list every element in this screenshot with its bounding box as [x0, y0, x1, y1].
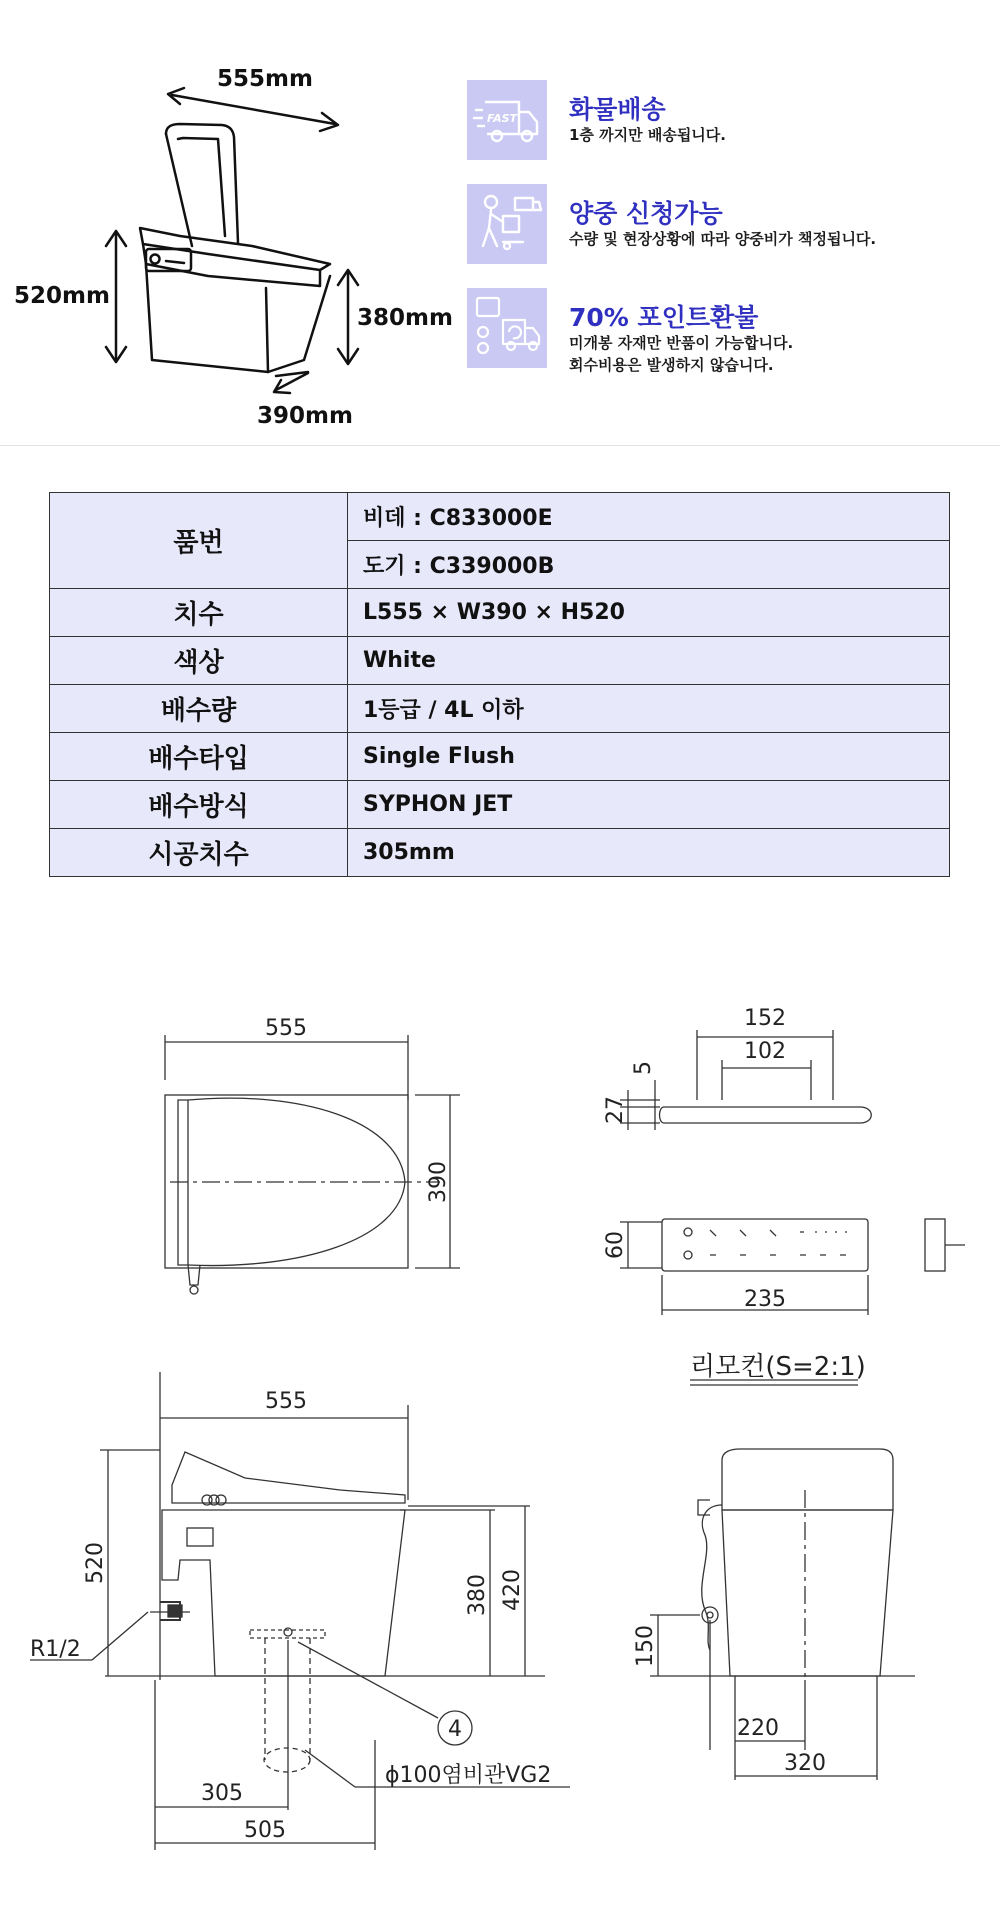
- dim-label: 420: [500, 1569, 525, 1611]
- dim-label: 5: [631, 1061, 656, 1075]
- spec-value: 305mm: [348, 829, 950, 877]
- dim-label: 235: [744, 1287, 786, 1312]
- feature-point-refund: [467, 288, 987, 374]
- svg-text:FAST: FAST: [486, 112, 518, 125]
- spec-value: White: [348, 637, 950, 685]
- feature-desc: 수량 및 현장상황에 따라 양중비가 책정됩니다.: [569, 230, 877, 248]
- spec-label: 색상: [50, 637, 348, 685]
- dim-label: ϕ100염비관VG2: [385, 1763, 552, 1788]
- dim-label: 150: [633, 1625, 658, 1667]
- spec-value: 1등급 / 4L 이하: [348, 685, 950, 733]
- dim-label: 380: [465, 1574, 490, 1616]
- technical-drawing: [0, 960, 1000, 1917]
- dim-label: 152: [744, 1006, 786, 1031]
- spec-value: 도기 : C339000B: [348, 541, 950, 589]
- spec-value: L555 × W390 × H520: [348, 589, 950, 637]
- dim-label: 220: [737, 1716, 779, 1741]
- dim-label: 555: [265, 1016, 307, 1041]
- table-row: [50, 685, 950, 733]
- feature-title: 70% 포인트환불: [569, 303, 759, 332]
- fast-truck-icon: [467, 80, 547, 160]
- dim-label: R1/2: [30, 1637, 81, 1662]
- section-divider: [0, 445, 1000, 446]
- width-dimension-label: 555mm: [217, 66, 313, 92]
- spec-label: 배수방식: [50, 781, 348, 829]
- feature-lifting-service: [467, 184, 987, 264]
- spec-value: SYPHON JET: [348, 781, 950, 829]
- table-row: [50, 781, 950, 829]
- depth-dimension-label: 390mm: [257, 403, 353, 429]
- feature-desc: 1층 까지만 배송됩니다.: [569, 126, 726, 144]
- spec-label: 치수: [50, 589, 348, 637]
- table-row: [50, 637, 950, 685]
- remote-caption: 리모컨(S=2:1): [690, 1352, 866, 1382]
- table-row: [50, 733, 950, 781]
- dim-label: 505: [244, 1818, 286, 1843]
- table-row: [50, 829, 950, 877]
- feature-title: 양중 신청가능: [569, 199, 723, 228]
- spec-label: 시공치수: [50, 829, 348, 877]
- dim-label: 60: [603, 1231, 628, 1259]
- spec-label: 배수타입: [50, 733, 348, 781]
- spec-table: [49, 492, 950, 877]
- dim-label: 555: [265, 1389, 307, 1414]
- feature-desc: 미개봉 자재만 반품이 가능합니다. 회수비용은 발생하지 않습니다.: [569, 334, 794, 374]
- return-truck-icon: [467, 288, 547, 368]
- delivery-man-icon: [467, 184, 547, 264]
- drawing-dimension-labels: [30, 1006, 826, 1843]
- dim-label: 102: [744, 1039, 786, 1064]
- dim-label: 4: [448, 1717, 462, 1742]
- dim-label: 520: [83, 1542, 108, 1584]
- dim-label: 27: [603, 1096, 628, 1124]
- dim-label: 390: [426, 1161, 451, 1203]
- spec-value: 비데 : C833000E: [348, 493, 950, 541]
- table-row: [50, 493, 950, 541]
- back-view: [650, 1449, 915, 1780]
- spec-label: 배수량: [50, 685, 348, 733]
- spec-value: Single Flush: [348, 733, 950, 781]
- height-dimension-label: 520mm: [14, 283, 110, 309]
- top-view: [165, 1035, 460, 1294]
- product-summary: [0, 0, 1000, 445]
- spec-label: 품번: [50, 493, 348, 589]
- dim-label: 305: [201, 1781, 243, 1806]
- table-row: [50, 589, 950, 637]
- remote-drawing: [620, 1030, 965, 1315]
- dim-label: 320: [784, 1751, 826, 1776]
- feature-title: 화물배송: [569, 95, 666, 124]
- feature-freight-delivery: [467, 80, 987, 160]
- seat-height-dimension-label: 380mm: [357, 305, 453, 331]
